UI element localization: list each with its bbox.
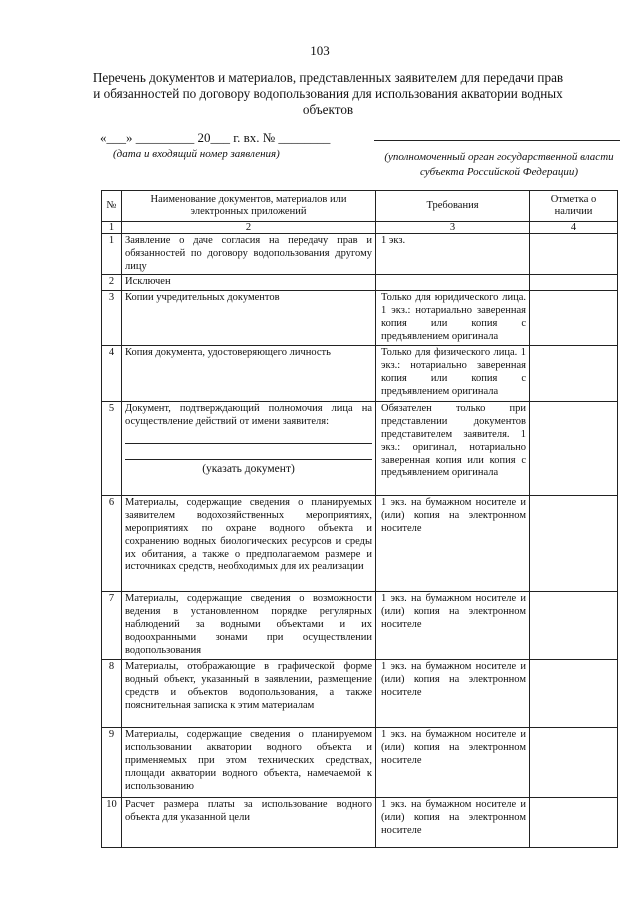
table-row: [102, 660, 618, 728]
row-mark-cell: [530, 291, 618, 346]
row-mark-cell: [530, 234, 618, 275]
row-requirements: [376, 275, 530, 291]
authority-caption: (уполномоченный орган государственной власти субъекта Российской Федерации): [384, 151, 614, 178]
row-number: 9: [102, 728, 122, 798]
row-number: 8: [102, 660, 122, 728]
row-requirements: 1 экз.: [376, 234, 530, 275]
row-document-name: Расчет размера платы за использование водного объекта для указанной цели: [122, 798, 376, 848]
row-number: 1: [102, 234, 122, 275]
row-document-name: Материалы, содержащие сведения о планируемых заявителем водохозяйственных мероприятиях, мероприятиях по охране водного объекта и сохранению водных биологических ресурсов и среды их обитания, а также о предполагаемом размере и источниках средств, необходимых для их реализации: [122, 496, 376, 592]
table-row: [102, 496, 618, 592]
row-requirements: Обязателен только при представлении документов представителем заявителя. 1 экз.: оригинал, нотариально заверенная копия или копия с предъявлением оригинала: [376, 402, 530, 496]
row-requirements: Только для физического лица. 1 экз.: нотариально заверенная копия или копия с предъявлением оригинала: [376, 346, 530, 402]
column-index-row: [102, 222, 618, 234]
row-requirements: 1 экз. на бумажном носителе и (или) копия на электронном носителе: [376, 798, 530, 848]
row-requirements: 1 экз. на бумажном носителе и (или) копия на электронном носителе: [376, 496, 530, 592]
authority-signature-line: [374, 140, 620, 141]
row-number: 7: [102, 592, 122, 660]
table-row: [102, 346, 618, 402]
fill-in-line: [125, 431, 372, 444]
row-document-name: Материалы, содержащие сведения о возможности ведения в установленном порядке регулярных наблюдений за водными объектами и их водоохранными зонами при осуществлении водопользования: [122, 592, 376, 660]
row-document-name: Материалы, отображающие в графической форме водный объект, указанный в заявлении, размещение средств и объектов водопользования, а также пояснительная записка к этим материалам: [122, 660, 376, 728]
row-document-name: Заявление о даче согласия на передачу прав и обязанностей по договору водопользования другому лицу: [122, 234, 376, 275]
column-index: 1: [102, 222, 122, 234]
row-number: 5: [102, 402, 122, 496]
row-document-name: Материалы, содержащие сведения о планируемом использовании акватории водного объекта и применяемых при этом технических средствах, площади акватории водного объекта, намечаемой к использованию: [122, 728, 376, 798]
table-row: [102, 798, 618, 848]
table-row: [102, 234, 618, 275]
column-index: 2: [122, 222, 376, 234]
document-title: Перечень документов и материалов, представленных заявителем для передачи прав и обязанностей по договору водопользования для использования акватории водных объектов: [92, 70, 564, 117]
row-document-name: Копия документа, удостоверяющего личность: [122, 346, 376, 402]
column-index: 4: [530, 222, 618, 234]
table-header-row: [102, 191, 618, 222]
row-number: 6: [102, 496, 122, 592]
row-document-name: [122, 402, 376, 496]
row-mark-cell: [530, 402, 618, 496]
row-number: 3: [102, 291, 122, 346]
row-mark-cell: [530, 496, 618, 592]
row-mark-cell: [530, 592, 618, 660]
page-number: 103: [310, 43, 330, 58]
row-mark-cell: [530, 728, 618, 798]
row-mark-cell: [530, 275, 618, 291]
registration-line: «___» _________ 20___ г. вх. № ________: [100, 130, 331, 145]
row-mark-cell: [530, 346, 618, 402]
row-mark-cell: [530, 660, 618, 728]
row-number: 10: [102, 798, 122, 848]
header-mark: Отметка о наличии: [530, 191, 618, 222]
fill-in-line: [125, 447, 372, 460]
row-mark-cell: [530, 798, 618, 848]
header-num: №: [102, 191, 122, 222]
table-row: [102, 402, 618, 496]
row-requirements: 1 экз. на бумажном носителе и (или) копия на электронном носителе: [376, 728, 530, 798]
table-row: [102, 275, 618, 291]
row-document-name: Копии учредительных документов: [122, 291, 376, 346]
row-number: 4: [102, 346, 122, 402]
row-requirements: 1 экз. на бумажном носителе и (или) копия на электронном носителе: [376, 592, 530, 660]
specify-document-caption: (указать документ): [202, 462, 295, 475]
row-document-name: Исключен: [122, 275, 376, 291]
row-requirements: 1 экз. на бумажном носителе и (или) копия на электронном носителе: [376, 660, 530, 728]
row-number: 2: [102, 275, 122, 291]
row-document-name-text: Документ, подтверждающий полномочия лица на осуществление действий от имени заявителя:: [125, 403, 372, 428]
row-requirements: Только для юридического лица. 1 экз.: нотариально заверенная копия или копия с предъявлением оригинала: [376, 291, 530, 346]
table-row: [102, 291, 618, 346]
documents-table: [101, 190, 618, 848]
header-name: Наименование документов, материалов или электронных приложений: [122, 191, 376, 222]
table-row: [102, 728, 618, 798]
header-requirements: Требования: [376, 191, 530, 222]
registration-caption: (дата и входящий номер заявления): [113, 148, 280, 160]
column-index: 3: [376, 222, 530, 234]
table-row: [102, 592, 618, 660]
